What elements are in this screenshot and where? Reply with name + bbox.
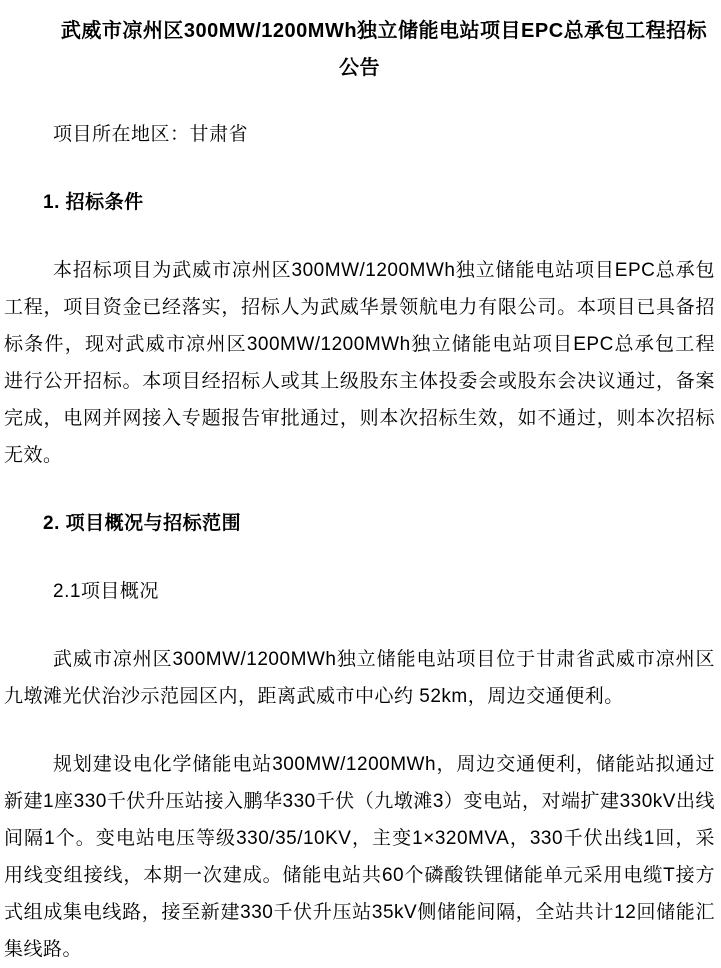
section-2-paragraph-2: 规划建设电化学储能电站300MW/1200MWh，周边交通便利，储能站拟通过新建1座330千伏升压站接入鹏华330千伏（九墩滩3）变电站，对端扩建330kV出线间隔1个。变电站电压等级330/35/10KV，主变1×320MVA，330千伏出线1回，采用线变组接线，本期一次建成。储能电站共60个磷酸铁锂储能单元采用电缆T接方式组成集电线路，接至新建330千伏升压站35kV侧储能间隔，全站共计12回储能汇集线路。 bbox=[4, 754, 715, 960]
location-line: 项目所在地区：甘肃省 bbox=[53, 124, 249, 145]
section-1-paragraph-1: 本招标项目为武威市凉州区300MW/1200MWh独立储能电站项目EPC总承包工程，项目资金已经落实，招标人为武威华景领航电力有限公司。本项目已具备招标条件，现对武威市凉州区300MW/1200MWh独立储能电站项目EPC总承包工程进行公开招标。本项目经招标人或其上级股东主体投委会或股东会决议通过，备案完成，电网并网接入专题报告审批通过，则本次招标生效，如不通过，则本次招标无效。 bbox=[4, 260, 715, 466]
section-2-paragraph-1: 武威市凉州区300MW/1200MWh独立储能电站项目位于甘肃省武威市凉州区九墩滩光伏治沙示范园区内，距离武威市中心约 52km，周边交通便利。 bbox=[4, 649, 715, 707]
section-2-subheading: 2.1项目概况 bbox=[53, 581, 159, 602]
section-2-heading: 2. 项目概况与招标范围 bbox=[43, 513, 242, 534]
section-1-heading: 1. 招标条件 bbox=[43, 192, 144, 213]
document-title: 武威市凉州区300MW/1200MWh独立储能电站项目EPC总承包工程招标公告 bbox=[60, 20, 708, 79]
